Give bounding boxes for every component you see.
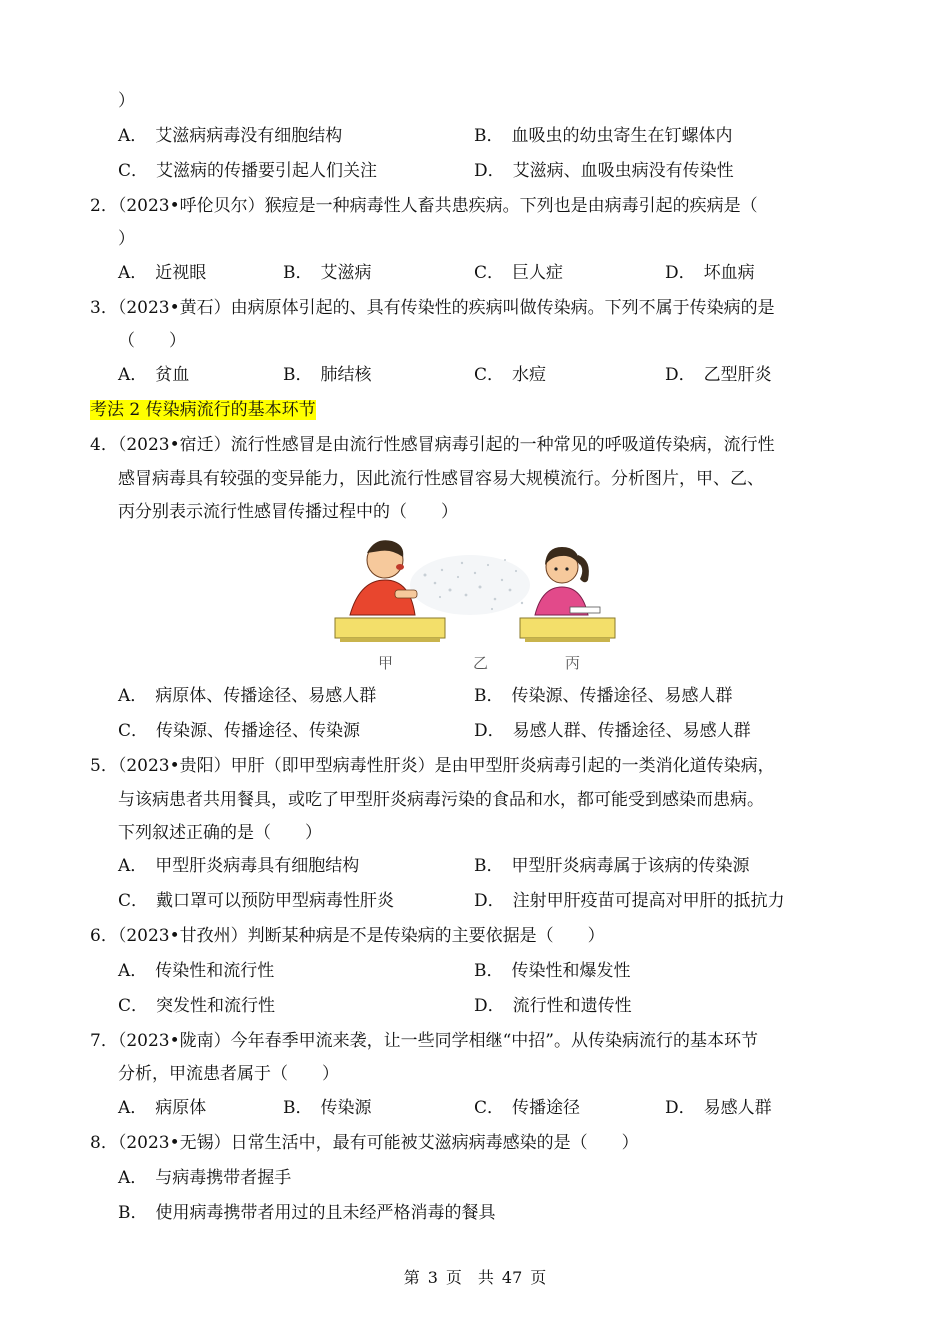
q5-continuation-1: 与该病患者共用餐具，或吃了甲型肝炎病毒污染的食品和水，都可能受到感染而患病。 <box>118 790 764 810</box>
option-label: C． <box>118 891 149 911</box>
option-label: D． <box>665 365 696 385</box>
option-text: 血吸虫的幼虫寄生在钉螺体内 <box>511 126 733 146</box>
option-text: 传染性和流行性 <box>155 961 275 981</box>
option-label: A． <box>118 1168 148 1188</box>
q2-option-c[interactable] <box>474 262 563 284</box>
option-label: D． <box>665 263 696 283</box>
q3-option-a[interactable] <box>118 364 189 386</box>
q7-stem: 7．（2023•陇南）今年春季甲流来袭，让一些同学相继“中招”。从传染病流行的基本环节 <box>90 1031 758 1051</box>
option-label: A． <box>118 686 148 706</box>
option-label: C． <box>118 161 149 181</box>
option-label: A． <box>118 263 148 283</box>
q5-option-d[interactable] <box>474 890 785 912</box>
option-label: C． <box>474 263 505 283</box>
option-text: 甲型肝炎病毒具有细胞结构 <box>155 856 360 876</box>
q2-option-a[interactable] <box>118 262 206 284</box>
option-text: 肺结核 <box>320 365 372 385</box>
q8-option-a[interactable] <box>118 1167 291 1189</box>
option-text: 水痘 <box>512 365 547 385</box>
option-text: 传染源、传播途径、易感人群 <box>511 686 733 706</box>
option-text: 贫血 <box>155 365 190 385</box>
q7-option-a[interactable] <box>118 1097 206 1119</box>
q2-option-b[interactable] <box>283 262 372 284</box>
option-text: 传播途径 <box>512 1098 581 1118</box>
q6-option-c[interactable] <box>118 995 275 1017</box>
option-label: A． <box>118 856 148 876</box>
q3-option-c[interactable] <box>474 364 546 386</box>
option-text: 病原体 <box>155 1098 207 1118</box>
option-label: B． <box>118 1203 148 1223</box>
footer-prefix: 第 <box>403 1268 420 1287</box>
girl <box>520 547 615 642</box>
q4-continuation-2: 丙分别表示流行性感冒传播过程中的（ ） <box>118 502 458 522</box>
option-label: B． <box>474 961 504 981</box>
q4-stem: 4．（2023•宿迁）流行性感冒是由流行性感冒病毒引起的一种常见的呼吸道传染病，流行性 <box>90 435 775 455</box>
option-text: 坏血病 <box>703 263 755 283</box>
page-footer <box>0 1267 950 1289</box>
option-label: B． <box>283 263 313 283</box>
q7-option-c[interactable] <box>474 1097 580 1119</box>
option-text: 艾滋病 <box>320 263 372 283</box>
option-text: 易感人群 <box>703 1098 772 1118</box>
option-label: C． <box>118 721 149 741</box>
option-label: D． <box>474 891 505 911</box>
q3-option-d[interactable] <box>665 364 772 386</box>
q2-continuation: ） <box>118 229 135 249</box>
q5-continuation-2: 下列叙述正确的是（ ） <box>118 823 322 843</box>
page-total: 47 <box>501 1268 523 1287</box>
q1-option-d[interactable] <box>474 160 734 182</box>
q1-option-c[interactable] <box>118 160 377 182</box>
q1-option-a[interactable] <box>118 125 342 147</box>
q4-option-b[interactable] <box>474 685 733 707</box>
q4-option-d[interactable] <box>474 720 751 742</box>
option-label: A． <box>118 126 148 146</box>
option-label: B． <box>474 126 504 146</box>
figure-label-bing: 丙 <box>565 654 581 672</box>
q8-option-b[interactable] <box>118 1202 496 1224</box>
q6-option-b[interactable] <box>474 960 631 982</box>
section-heading-text: 考法 2 传染病流行的基本环节 <box>90 400 316 420</box>
option-text: 易感人群、传播途径、易感人群 <box>512 721 751 741</box>
option-text: 传染源 <box>320 1098 372 1118</box>
option-text: 甲型肝炎病毒属于该病的传染源 <box>511 856 750 876</box>
option-text: 传染源、传播途径、传染源 <box>156 721 361 741</box>
option-text: 乙型肝炎 <box>703 365 772 385</box>
q3-stem: 3．（2023•黄石）由病原体引起的、具有传染性的疾病叫做传染病。下列不属于传染病的是 <box>90 298 775 318</box>
q5-option-b[interactable] <box>474 855 750 877</box>
option-label: D． <box>474 161 505 181</box>
q5-stem: 5．（2023•贵阳）甲肝（即甲型病毒性肝炎）是由甲型肝炎病毒引起的一类消化道传染病， <box>90 756 775 776</box>
option-label: A． <box>118 365 148 385</box>
figure-label-jia: 甲 <box>378 654 394 672</box>
option-text: 艾滋病病毒没有细胞结构 <box>155 126 343 146</box>
option-text: 流行性和遗传性 <box>512 996 632 1016</box>
q8-stem: 8．（2023•无锡）日常生活中，最有可能被艾滋病病毒感染的是（ ） <box>90 1133 639 1153</box>
option-text: 与病毒携带者握手 <box>155 1168 292 1188</box>
option-text: 艾滋病、血吸虫病没有传染性 <box>512 161 734 181</box>
q6-option-d[interactable] <box>474 995 632 1017</box>
droplet-spray <box>410 555 530 615</box>
option-label: A． <box>118 1098 148 1118</box>
option-label: C． <box>118 996 149 1016</box>
option-text: 传染性和爆发性 <box>511 961 631 981</box>
option-text: 近视眼 <box>155 263 207 283</box>
footer-mid: 页 共 <box>445 1268 494 1287</box>
option-text: 病原体、传播途径、易感人群 <box>155 686 377 706</box>
q3-continuation: （ ） <box>118 331 186 351</box>
option-text: 突发性和流行性 <box>156 996 276 1016</box>
option-label: C． <box>474 365 505 385</box>
q1-option-b[interactable] <box>474 125 733 147</box>
q7-continuation: 分析，甲流患者属于（ ） <box>118 1064 339 1084</box>
option-text: 戴口罩可以预防甲型病毒性肝炎 <box>156 891 395 911</box>
option-text: 使用病毒携带者用过的且未经严格消毒的餐具 <box>155 1203 496 1223</box>
q6-option-a[interactable] <box>118 960 274 982</box>
q5-option-a[interactable] <box>118 855 359 877</box>
q4-option-a[interactable] <box>118 685 376 707</box>
section-heading <box>90 399 316 421</box>
q2-option-d[interactable] <box>665 262 755 284</box>
option-label: D． <box>665 1098 696 1118</box>
footer-suffix: 页 <box>530 1268 547 1287</box>
option-label: D． <box>474 996 505 1016</box>
q4-option-c[interactable] <box>118 720 360 742</box>
q7-option-d[interactable] <box>665 1097 772 1119</box>
page-number: 3 <box>427 1268 438 1287</box>
option-label: A． <box>118 961 148 981</box>
q2-stem: 2．（2023•呼伦贝尔）猴痘是一种病毒性人畜共患疾病。下列也是由病毒引起的疾病是（ <box>90 196 758 216</box>
q6-stem: 6．（2023•甘孜州）判断某种病是不是传染病的主要依据是（ ） <box>90 926 605 946</box>
option-text: 巨人症 <box>512 263 564 283</box>
option-label: B． <box>283 365 313 385</box>
q3-option-b[interactable] <box>283 364 372 386</box>
q7-option-b[interactable] <box>283 1097 372 1119</box>
option-label: B． <box>474 686 504 706</box>
figure-label-yi: 乙 <box>473 654 489 672</box>
q1-continuation: ） <box>118 91 135 111</box>
option-label: B． <box>474 856 504 876</box>
option-label: C． <box>474 1098 505 1118</box>
option-text: 艾滋病的传播要引起人们关注 <box>156 161 378 181</box>
option-label: D． <box>474 721 505 741</box>
option-label: B． <box>283 1098 313 1118</box>
q5-option-c[interactable] <box>118 890 394 912</box>
q4-continuation-1: 感冒病毒具有较强的变异能力，因此流行性感冒容易大规模流行。分析图片，甲、乙、 <box>118 469 764 489</box>
option-text: 注射甲肝疫苗可提高对甲肝的抵抗力 <box>512 891 785 911</box>
